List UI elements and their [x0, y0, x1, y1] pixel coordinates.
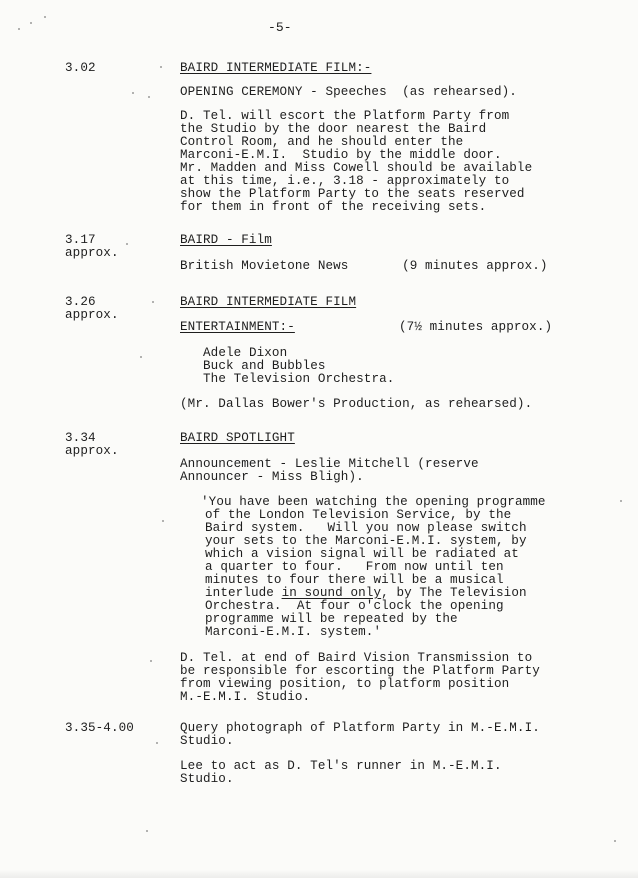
time-3-02: 3.02 — [65, 61, 96, 75]
time-3-34: 3.34 — [65, 431, 96, 445]
paper-speck — [614, 840, 616, 842]
section-heading: BAIRD - Film — [180, 233, 272, 247]
paper-speck — [132, 92, 134, 94]
announcement-line: Announcer - Miss Bligh). — [180, 470, 364, 484]
paper-speck — [126, 243, 128, 245]
time-3-26: 3.26 — [65, 295, 96, 309]
performer: Buck and Bubbles — [203, 359, 326, 373]
quote-line: your sets to the Marconi-E.M.I. system, by — [205, 534, 527, 548]
paper-speck — [18, 28, 20, 30]
announcement-line: Announcement - Leslie Mitchell (reserve — [180, 457, 479, 471]
performer: The Television Orchestra. — [203, 372, 395, 386]
section-heading: BAIRD SPOTLIGHT — [180, 431, 295, 445]
closing-line: from viewing position, to platform position — [180, 677, 510, 691]
interlude-suffix: , by The Television — [381, 586, 527, 600]
time-approx: approx. — [65, 308, 119, 322]
paper-speck — [148, 96, 150, 98]
body-line: show the Platform Party to the seats reserved — [180, 187, 525, 201]
body-line: D. Tel. will escort the Platform Party from — [180, 109, 510, 123]
body-line: Marconi-E.M.I. Studio by the middle door. — [180, 148, 502, 162]
quote-line: Orchestra. At four o'clock the opening — [205, 599, 504, 613]
production-note: (Mr. Dallas Bower's Production, as rehearsed). — [180, 397, 533, 411]
performer: Adele Dixon — [203, 346, 288, 360]
quote-line: minutes to four there will be a musical — [205, 573, 504, 587]
closing-line: be responsible for escorting the Platform Party — [180, 664, 540, 678]
section-heading: BAIRD INTERMEDIATE FILM:- — [180, 61, 372, 75]
entertainment-subheading: ENTERTAINMENT:- — [180, 320, 295, 334]
time-approx: approx. — [65, 444, 119, 458]
duration-note: (7½ minutes approx.) — [399, 320, 553, 334]
quote-line: programme will be repeated by the — [205, 612, 458, 626]
time-approx: approx. — [65, 246, 119, 260]
paper-speck — [150, 660, 152, 662]
body-line: Control Room, and he should enter the — [180, 135, 464, 149]
paper-speck — [160, 66, 162, 68]
paper-speck — [162, 520, 164, 522]
page-number: -5- — [268, 20, 292, 35]
paper-speck — [30, 22, 32, 24]
paper-speck — [146, 830, 148, 832]
time-3-17: 3.17 — [65, 233, 96, 247]
closing-line: D. Tel. at end of Baird Vision Transmission to — [180, 651, 533, 665]
paper-speck — [156, 742, 158, 744]
body-line: British Movietone News (9 minutes approx.) — [180, 259, 548, 273]
paper-speck — [152, 301, 154, 303]
paper-speck — [620, 500, 622, 502]
quote-line: Baird system. Will you now please switch — [205, 521, 527, 535]
sound-only-underline: in sound only — [281, 586, 382, 600]
quote-line: which a vision signal will be radiated at — [205, 547, 519, 561]
section-heading: BAIRD INTERMEDIATE FILM — [180, 295, 357, 309]
quote-line: 'You have been watching the opening programme — [201, 495, 546, 509]
body-line: Lee to act as D. Tel's runner in M.-E.M.I. — [180, 759, 502, 773]
page-bottom-edge — [0, 870, 638, 878]
body-line: the Studio by the door nearest the Baird — [180, 122, 487, 136]
quote-line: a quarter to four. From now until ten — [205, 560, 504, 574]
body-line: Studio. — [180, 734, 234, 748]
time-3-35-4-00: 3.35-4.00 — [65, 721, 134, 735]
body-line: Query photograph of Platform Party in M.-E.M.I. — [180, 721, 540, 735]
interlude-prefix: interlude — [205, 586, 282, 600]
body-line: for them in front of the receiving sets. — [180, 200, 487, 214]
paper-speck — [44, 16, 46, 18]
body-line: Studio. — [180, 772, 234, 786]
paper-speck — [140, 356, 142, 358]
body-line: Mr. Madden and Miss Cowell should be available — [180, 161, 533, 175]
opening-ceremony-line: OPENING CEREMONY - Speeches (as rehearsed). — [180, 85, 517, 99]
quote-line: of the London Television Service, by the — [205, 508, 512, 522]
body-line: at this time, i.e., 3.18 - approximately to — [180, 174, 510, 188]
closing-line: M.-E.M.I. Studio. — [180, 690, 311, 704]
quote-line-interlude — [205, 587, 527, 600]
quote-line: Marconi-E.M.I. system.' — [205, 625, 382, 639]
